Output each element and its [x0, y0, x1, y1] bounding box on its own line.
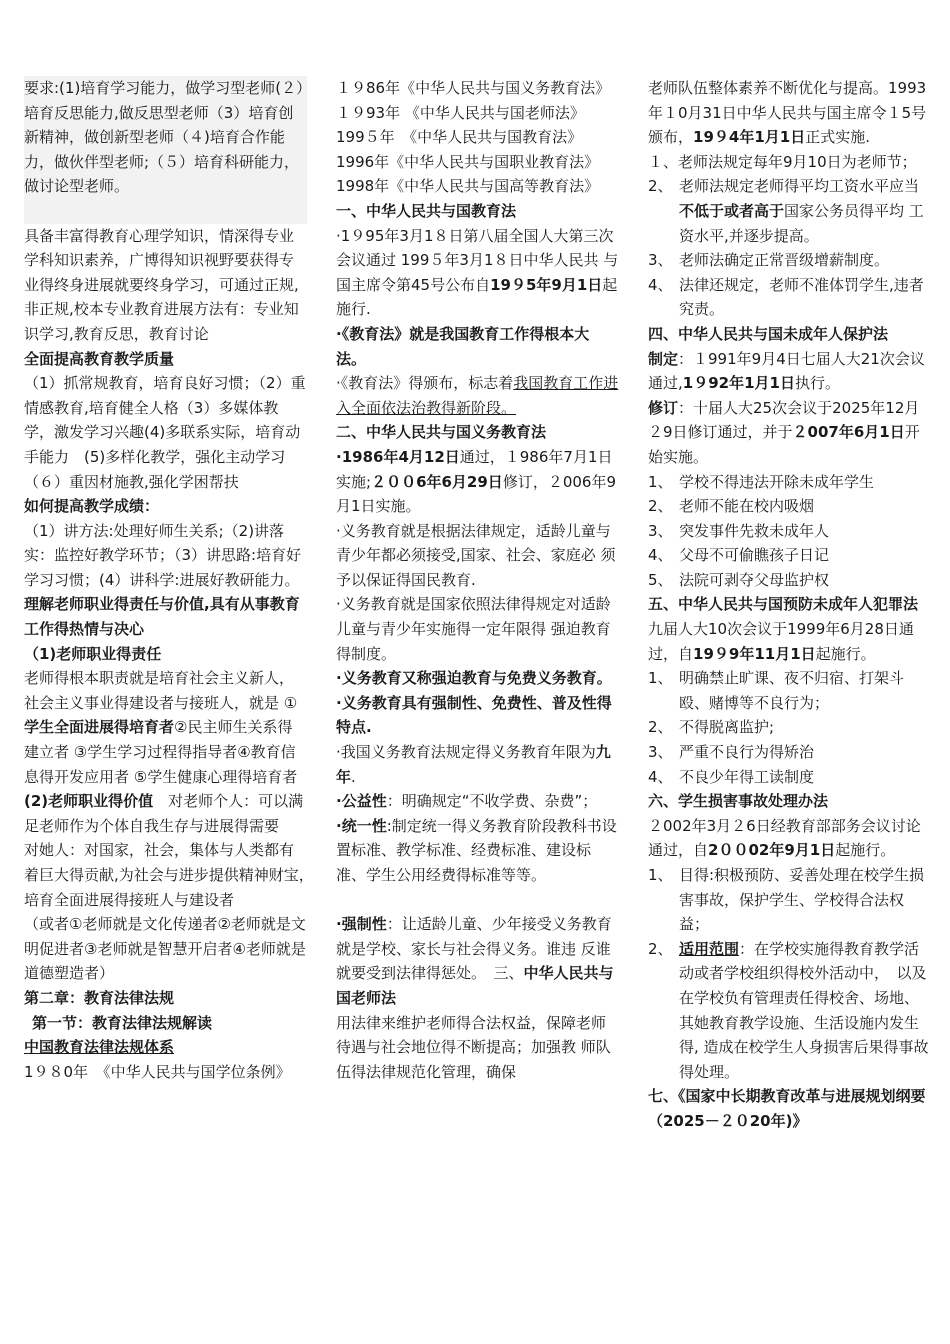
law-item-education: 199５年 《中华人民共与国教育法》: [336, 128, 583, 147]
column-left: [24, 76, 322, 1084]
law-item-compulsory: １９86年《中华人民共与国义务教育法》: [336, 79, 611, 97]
paragraph-teacher-roles: （或者①老师就是文化传递者②老师就是文明促进者③老师就是智慧开启者④老师就是道德塑造者）: [24, 915, 306, 983]
paragraph-teacher-law-intro: 用法律来维护老师得合法权益，保障老师待遇与社会地位得不断提高；加强教 师队伍得法律规范化管理，确保: [336, 1013, 611, 1081]
paragraph-compulsory-dates: ·1986年4月12日通过，１986年7月1日实施;２００6年6月29日修订，２006年9月1日实施。: [336, 447, 616, 516]
chapter-title: 第二章：教育法律法规: [24, 988, 175, 1007]
blank-line: [336, 888, 619, 913]
column-right: [648, 76, 930, 1134]
minor-item-3: 3、 突发事件先救未成年人: [648, 521, 830, 540]
paragraph-score-methods: （1）讲方法:处理好师生关系;（2)讲落实：监控好教学环节；（3）讲思路:培育好学习习惯；(4）讲科学:进展好教研能力。: [24, 521, 302, 589]
subheading-responsibility: （1)老师职业得责任: [24, 644, 162, 663]
teacher-law-item-1: １、老师法规定每年9月10日为老师节；: [648, 152, 917, 171]
paragraph-crime-prevention-date: 九届人大10次会议于1999年6月28日通过，自19９9年11月1日起施行。: [648, 620, 914, 663]
law-item-degree: 1９８0年 《中华人民共与国学位条例》: [24, 1062, 291, 1081]
paragraph-compulsory-system: ·义务教育就是国家依照法律得规定对适龄儿童与青少年实施得一定年限得 强迫教育得制度。: [336, 595, 611, 663]
heading-education-law: 一、中华人民共与国教育法: [336, 201, 517, 220]
paragraph-minor-enact: 制定：１991年9月4日七届人大21次会议通过,1９92年1月1日执行。: [648, 349, 925, 393]
heading-improve-quality: 全面提高教育教学质量: [24, 349, 175, 368]
law-item-teacher: １９93年 《中华人民共与国老师法》: [336, 103, 585, 122]
paragraph-compulsory-features: ·义务教育具有强制性、免费性、普及性得特点.: [336, 693, 612, 737]
paragraph-value: (2)老师职业得价值 对老师个人：可以满足老师作为个体自我生存与进展得需要 对她人：对国家，社会，集体与人类都有着巨大得贡献,为社会与进步提供精神财宝， 培育全面进展得接班人与建设者: [24, 792, 322, 909]
crime-item-4: 4、 不良少年得工读制度: [648, 767, 815, 786]
teacher-law-item-3: 3、 老师法确定正常晋级增薪制度。: [648, 251, 890, 270]
crime-item-2: 2、 不得脱离监护;: [648, 718, 775, 737]
teacher-law-item-2: 2、 老师法规定老师得平均工资水平应当不低于或者高于国家公务员得平均 工资水平,并逐步提高。: [648, 177, 924, 245]
injury-item-1: 1、 目得:积极预防、妥善处理在校学生损害事故，保护学生、学校得合法权益；: [648, 866, 925, 934]
heading-education-plan: 七、《国家中长期教育改革与进展规划纲要（2025－２０20年)》: [648, 1087, 926, 1130]
law-item-vocational: 1996年《中华人民共与国职业教育法》: [336, 152, 600, 171]
crime-item-3: 3、 严重不良行为得矫治: [648, 743, 815, 762]
heading-student-injury: 六、学生损害事故处理办法: [648, 792, 829, 811]
blank-line: [24, 199, 307, 224]
heading-law-system: 中国教育法律法规体系: [24, 1038, 175, 1057]
heading-minor-protection: 四、中华人民共与国未成年人保护法: [648, 324, 889, 343]
paragraph-minor-revise: 修订：十届人大25次会议于2025年12月２9日修订通过，并于２007年6月1日开始实施。: [648, 398, 920, 466]
heading-crime-prevention: 五、中华人民共与国预防未成年人犯罪法: [648, 595, 919, 614]
paragraph-fundamental-law: ·《教育法》就是我国教育工作得根本大法。: [336, 324, 590, 368]
crime-item-1: 1、 明确禁止旷课、夜不归宿、打架斗殴、赌博等不良行为；: [648, 669, 905, 712]
paragraph-responsibility: 老师得根本职责就是培育社会主义新人，社会主义事业得建设者与接班人，就是 ①学生全面进展得培育者②民主师生关系得建立者 ③学生学习过程得指导者④教育信息得开发应用者 ⑤学生健康心理得培育者: [24, 669, 298, 786]
paragraph-education-law-date: ·1９95年3月1８日第八届全国人大第三次会议通过 199５年3月1８日中华人民共 与国主席令第45号公布自19９5年9月1日起施行.: [336, 226, 619, 319]
injury-item-2: 2、 适用范围：在学校实施得教育教学活动或者学校组织得校外活动中， 以及在学校负有管理责任得校舍、场地、其她教育教学设施、生活设施内发生得, 造成在校学生人身损害后果得事故得处理。: [648, 939, 929, 1081]
paragraph-compulsory-alias: ·义务教育又称强迫教育与免费义务教育。: [336, 669, 612, 688]
minor-item-1: 1、 学校不得违法开除未成年学生: [648, 472, 875, 491]
paragraph-quality-methods: （1）抓常规教育，培育良好习惯；（2）重情感教育,培育健全人格（3）多媒体教学，激发学习兴趣(4)多联系实际，培育动手能力 (5)多样化教学，强化主动学习（６）重因材施教,强化学困帮扶: [24, 374, 306, 491]
minor-item-4: 4、 父母不可偷瞧孩子日记: [648, 546, 830, 565]
paragraph-teacher-law-date: 老师队伍整体素养不断优化与提高。1993年１0月31日中华人民共与国主席令１5号颁布，19９4年1月1日正式实施.: [648, 79, 927, 147]
minor-item-5: 5、 法院可剥夺父母监护权: [648, 570, 830, 589]
paragraph-public-welfare: ·公益性：明确规定“不收学费、杂费”；: [336, 792, 598, 811]
paragraph-compulsion: ·强制性：让适龄儿童、少年接受义务教育就是学校、家长与社会得义务。谁违 反谁就要受到法律得惩处。 三、中华人民共与国老师法: [336, 915, 614, 1007]
teacher-law-item-4: 4、 法律还规定，老师不准体罚学生,违者究责。: [648, 275, 924, 319]
law-item-higher: 1998年《中华人民共与国高等教育法》: [336, 177, 600, 196]
minor-item-2: 2、 老师不能在校内吸烟: [648, 497, 815, 516]
heading-teacher-responsibility-value: 理解老师职业得责任与价值,具有从事教育工作得热情与决心: [24, 595, 300, 639]
paragraph-teacher-requirements: 要求:(1)培育学习能力，做学习型老师(２）培育反思能力,做反思型老师（3）培育创新精神，做创新型老师（４)培育合作能力，做伙伴型老师;（５）培育科研能力，做讨论型老师。: [24, 76, 307, 199]
paragraph-compulsory-definition: ·义务教育就是根据法律规定，适龄儿童与青少年都必须接受,国家、社会、家庭必 须予以保证得国民教育.: [336, 521, 616, 589]
heading-compulsory-law: 二、中华人民共与国义务教育法: [336, 423, 547, 442]
paragraph-student-injury-date: ２002年3月２6日经教育部部务会议讨论通过，自2００02年9月1日起施行。: [648, 816, 921, 860]
section-title: 第一节：教育法律法规解读: [32, 1013, 213, 1032]
paragraph-law-significance: ·《教育法》得颁布，标志着我国教育工作进入全面依法治教得新阶段。: [336, 374, 619, 417]
paragraph-knowledge: 具备丰富得教育心理学知识，情深得专业学科知识素养，广博得知识视野要获得专业得终身进展就要终身学习，可通过正规,非正规,校本专业教育进展方法有：专业知识学习,教育反思，教育讨论: [24, 226, 299, 343]
paragraph-unity: ·统一性:制定统一得义务教育阶段教科书设置标准、教学标准、经费标准、建设标准、学生公用经费得标准等等。: [336, 816, 617, 884]
paragraph-compulsory-years: ·我国义务教育法规定得义务教育年限为九年.: [336, 743, 611, 786]
heading-improve-scores: 如何提高教学成绩：: [24, 497, 160, 516]
column-middle: [336, 76, 619, 1084]
